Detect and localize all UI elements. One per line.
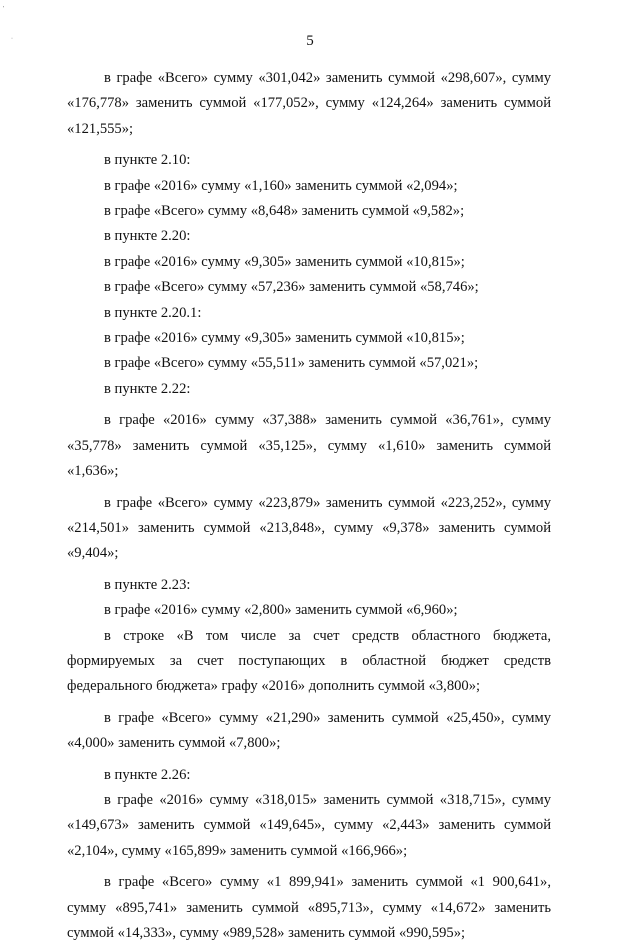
paragraph: в графе «2016» сумму «9,305» заменить суммой «10,815»;: [104, 330, 465, 347]
paragraph: в графе «Всего» сумму «8,648» заменить суммой «9,582»;: [104, 203, 465, 220]
paragraph: в пункте 2.22:: [104, 380, 191, 397]
paragraph: в пункте 2.20:: [104, 228, 191, 245]
paragraph: в строке «В том числе за счет средств областного бюджета, формируемых за счет поступающих в областной бюджет средств федерального бюджета» графу «2016» дополнить суммой «3,800»;: [67, 627, 551, 695]
paragraph: в пункте 2.26:: [104, 766, 191, 783]
paragraph: в графе «Всего» сумму «1 899,941» заменить суммой «1 900,641», сумму «895,741» заменить суммой «895,713», сумму «14,672» заменить суммой «14,333», сумму «989,528» заменить суммой «990,595»;: [67, 874, 551, 941]
paragraph: в графе «2016» сумму «1,160» заменить суммой «2,094»;: [104, 177, 458, 194]
page-number: 5: [306, 33, 314, 49]
paragraph: в пункте 2.20.1:: [104, 304, 202, 321]
paragraph: в пункте 2.10:: [104, 152, 191, 169]
paragraph: в пункте 2.23:: [104, 576, 191, 593]
document-body: [67, 66, 551, 946]
paragraph: в графе «Всего» сумму «301,042» заменить суммой «298,607», сумму «176,778» заменить суммой «177,052», сумму «124,264» заменить суммой «121,555»;: [67, 70, 551, 137]
paragraph: в графе «2016» сумму «9,305» заменить суммой «10,815»;: [104, 253, 465, 270]
paragraph: в графе «2016» сумму «318,015» заменить суммой «318,715», сумму «149,673» заменить суммой «149,645», сумму «2,443» заменить суммой «2,104», сумму «165,899» заменить суммой «166,966»;: [67, 791, 551, 859]
paragraph: в графе «Всего» сумму «21,290» заменить суммой «25,450», сумму «4,000» заменить суммой «7,800»;: [67, 709, 551, 752]
paragraph: в графе «Всего» сумму «57,236» заменить суммой «58,746»;: [104, 279, 479, 296]
paragraph: в графе «Всего» сумму «223,879» заменить суммой «223,252», сумму «214,501» заменить суммой «213,848», сумму «9,378» заменить суммой «9,404»;: [67, 494, 551, 562]
paragraph: в графе «2016» сумму «37,388» заменить суммой «36,761», сумму «35,778» заменить суммой «35,125», сумму «1,610» заменить суммой «1,636»;: [67, 412, 551, 480]
paragraph: в графе «2016» сумму «2,800» заменить суммой «6,960»;: [104, 602, 458, 619]
scan-speck: ·: [11, 36, 13, 42]
scan-speck: ': [3, 6, 5, 12]
paragraph: в графе «Всего» сумму «55,511» заменить суммой «57,021»;: [104, 355, 479, 372]
